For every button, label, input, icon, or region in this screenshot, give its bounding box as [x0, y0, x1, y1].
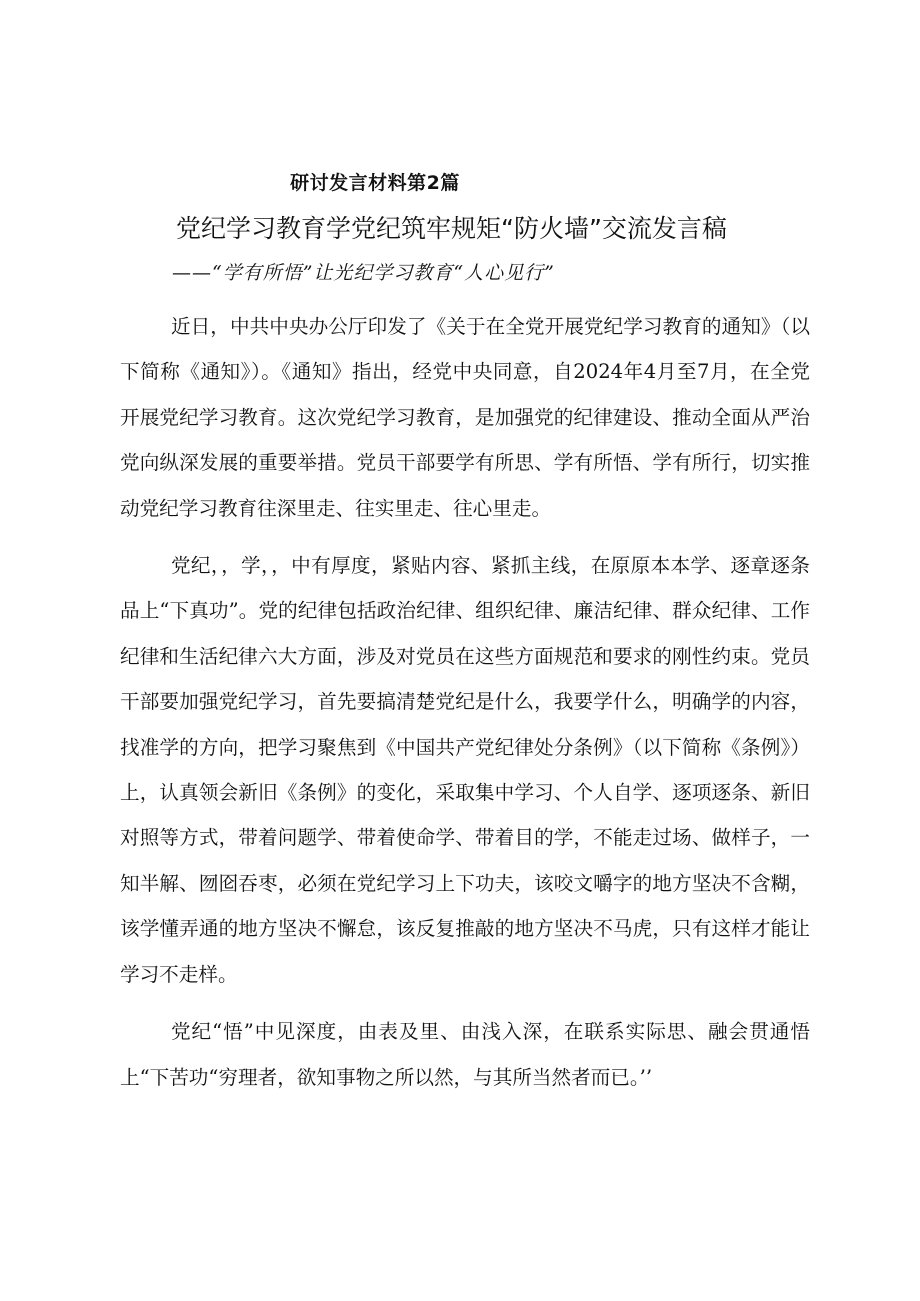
document-subtitle: ——“学有所悟”让光纪学习教育“人心见行” — [172, 262, 555, 284]
paragraph-2: 党纪，，学，，中有厚度，紧贴内容、紧抓主线，在原原本本学、逐章逐条品上“下真功”。党的纪律包括政治纪律、组织纪律、廉洁纪律、群众纪律、工作纪律和生活纪律六大方面，涉及对党员在这些方面规范和要求的刚性约束。党员干部要加强党纪学习，首先要搞清楚党纪是什么，我要学什么，明确学的内容，找准学的方向，把学习聚焦到《中国共产党纪律处分条例》（以下简称《条例》）上，认真领会新旧《条例》的变化，采取集中学习、个人自学、逐项逐条、新旧对照等方式，带着问题学、带着使命学、带着目的学，不能走过场、做样子，一知半解、囫囵吞枣，必须在党纪学习上下功夫，该咬文嚼字的地方坚决不含糊，该学懂弄通的地方坚决不懈怠，该反复推敲的地方坚决不马虎，只有这样才能让学习不走样。 — [120, 554, 810, 986]
document-title: 党纪学习教育学党纪筑牢规矩“防火墙”交流发言稿 — [176, 214, 727, 243]
paragraph-1: 近日，中共中央办公厅印发了《关于在全党开展党纪学习教育的通知》（以下简称《通知》）。《通知》指出，经党中央同意，自2024年4月至7月，在全党开展党纪学习教育。这次党纪学习教育，是加强党的纪律建设、推动全面从严治党向纵深发展的重要举措。党员干部要学有所思、学有所悟、学有所行，切实推动党纪学习教育往深里走、往实里走、往心里走。 — [120, 315, 810, 520]
document-body — [120, 304, 810, 1112]
paragraph-3: 党纪“悟”中见深度，由表及里、由浅入深，在联系实际思、融会贯通悟上“下苦功“穷理者，欲知事物之所以然，与其所当然者而已。’’ — [120, 1020, 810, 1089]
section-label: 研讨发言材料第2篇 — [290, 172, 460, 194]
